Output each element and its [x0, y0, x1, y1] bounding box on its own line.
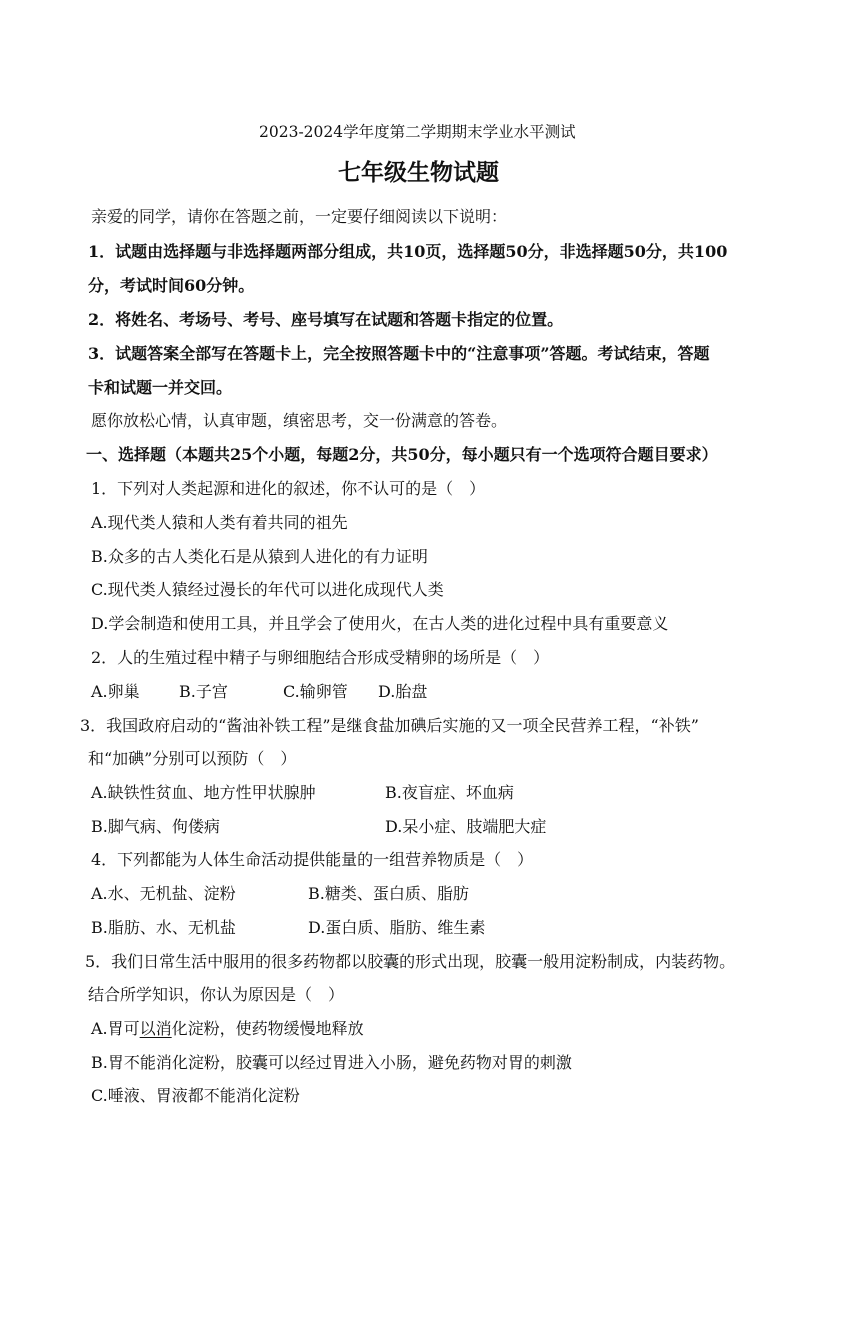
- question-5-option-a: [91, 1019, 364, 1039]
- question-3-stem-line-2: 和“加碘”分别可以预防（ ）: [88, 749, 297, 768]
- question-3-stem-line-1: 3．我国政府启动的“酱油补铁工程”是继食盐加碘后实施的又一项全民营养工程，“补铁”: [80, 716, 699, 735]
- question-5-option-a-suffix: 化淀粉，使药物缓慢地释放: [171, 1019, 364, 1038]
- question-1-option-c: C.现代类人猿经过漫长的年代可以进化成现代人类: [91, 580, 444, 599]
- instruction-item-2: 2．将姓名、考场号、考号、座号填写在试题和答题卡指定的位置。: [88, 310, 564, 329]
- question-2-option-d: D.胎盘: [378, 682, 428, 701]
- question-1-option-b: B.众多的古人类化石是从猿到人进化的有力证明: [91, 547, 428, 566]
- question-1-option-a: A.现代类人猿和人类有着共同的祖先: [91, 513, 348, 532]
- question-2-option-b: B.子宫: [179, 682, 228, 701]
- exam-subtitle: 2023-2024学年度第二学期期末学业水平测试: [259, 123, 576, 141]
- question-3-option-a: A.缺铁性贫血、地方性甲状腺肿: [91, 783, 316, 802]
- question-2-stem: 2．人的生殖过程中精子与卵细胞结合形成受精卵的场所是（ ）: [91, 648, 550, 667]
- question-4-option-c: B.脂肪、水、无机盐: [91, 918, 236, 937]
- question-4-option-d: D.蛋白质、脂肪、维生素: [308, 918, 486, 937]
- instruction-item-3-line-2: 卡和试题一并交回。: [88, 378, 233, 397]
- question-1-stem: 1．下列对人类起源和进化的叙述，你不认可的是（ ）: [91, 479, 486, 498]
- question-4-option-a: A.水、无机盐、淀粉: [91, 884, 236, 903]
- question-5-option-a-underlined: 以消: [139, 1019, 172, 1038]
- question-2-option-c: C.输卵管: [283, 682, 348, 701]
- question-5-stem-line-1: 5．我们日常生活中服用的很多药物都以胶囊的形式出现，胶囊一般用淀粉制成，内装药物。: [85, 952, 736, 971]
- question-2-option-a: A.卵巢: [91, 682, 140, 701]
- question-5-option-a-prefix: A.胃可: [91, 1019, 140, 1038]
- instruction-item-3-line-1: 3．试题答案全部写在答题卡上，完全按照答题卡中的“注意事项”答题。考试结束，答题: [88, 344, 710, 363]
- instruction-item-1-line-2: 分，考试时间60分钟。: [88, 276, 255, 295]
- question-4-option-b: B.糖类、蛋白质、脂肪: [308, 884, 469, 903]
- question-1-option-d: D.学会制造和使用工具，并且学会了使用火，在古人类的进化过程中具有重要意义: [91, 614, 669, 633]
- question-5-option-c: C.唾液、胃液都不能消化淀粉: [91, 1086, 300, 1105]
- question-4-stem: 4．下列都能为人体生命活动提供能量的一组营养物质是（ ）: [91, 850, 534, 869]
- instructions-intro: 亲爱的同学，请你在答题之前，一定要仔细阅读以下说明：: [91, 207, 508, 226]
- question-5-option-b: B.胃不能消化淀粉，胶囊可以经过胃进入小肠，避免药物对胃的刺激: [91, 1053, 572, 1072]
- question-3-option-d: D.呆小症、肢端肥大症: [385, 817, 547, 836]
- question-5-stem-line-2: 结合所学知识，你认为原因是（ ）: [88, 985, 345, 1004]
- section-heading: 一、选择题（本题共25个小题，每题2分，共50分，每小题只有一个选项符合题目要求）: [86, 445, 718, 464]
- question-3-option-b: B.夜盲症、坏血病: [385, 783, 514, 802]
- instructions-wish: 愿你放松心情，认真审题，缜密思考，交一份满意的答卷。: [91, 411, 508, 430]
- question-3-option-c: B.脚气病、佝偻病: [91, 817, 220, 836]
- instruction-item-1-line-1: 1．试题由选择题与非选择题两部分组成，共10页，选择题50分，非选择题50分，共100: [88, 242, 728, 261]
- exam-title: 七年级生物试题: [338, 160, 499, 186]
